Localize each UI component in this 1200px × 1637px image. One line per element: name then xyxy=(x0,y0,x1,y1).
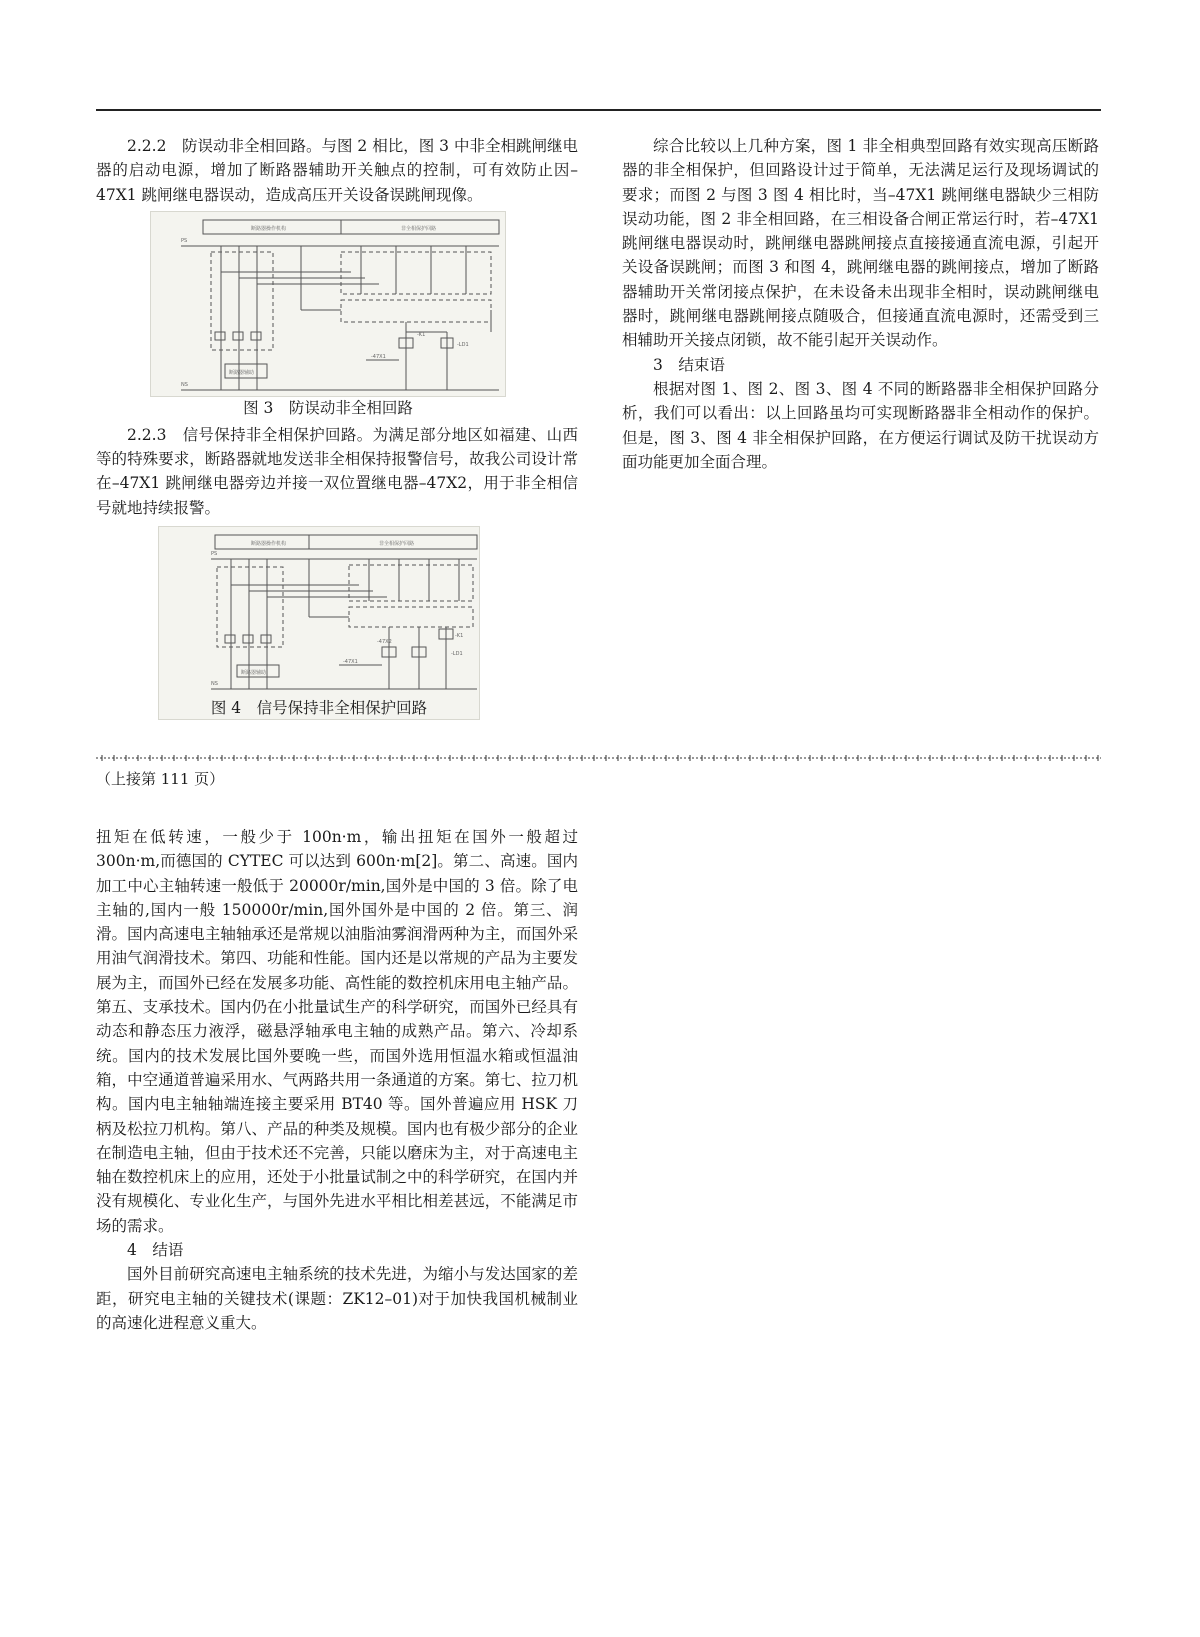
figure-4-relay-2: -47X2 xyxy=(377,639,392,646)
figure-4-box-left-label: 断路器操作机构 xyxy=(251,541,287,548)
figure-3-box-right-label: 非全相保护回路 xyxy=(401,225,437,232)
figure-4-image xyxy=(158,526,480,697)
figure-4-box-right-label: 非全相保护回路 xyxy=(379,541,415,548)
figure-3 xyxy=(150,211,506,419)
section-4-heading: 4 结语 xyxy=(127,1241,184,1260)
continuation-note: （上接第 111 页） xyxy=(96,770,225,788)
figure-4-circuit-diagram xyxy=(159,527,481,697)
figure-4-k1: -K1 xyxy=(455,633,464,640)
dotted-cross-divider xyxy=(96,751,1101,764)
section-3-heading: 3 结束语 xyxy=(653,355,725,374)
figure-4-rail-bottom: NS xyxy=(211,681,218,688)
bottom-column xyxy=(96,825,578,1335)
left-column xyxy=(96,134,578,724)
figure-3-relay: -47X1 xyxy=(371,353,386,360)
figure-4-rail-top: PS xyxy=(211,551,218,558)
header-rule xyxy=(96,109,1101,111)
figure-3-lamp: -LD1 xyxy=(457,341,469,348)
figure-4 xyxy=(158,526,480,720)
spindle-comparison-paragraph: 扭矩在低转速，一般少于 100n·m，输出扭矩在国外一般超过 300n·m,而德国的 CYTEC 可以达到 600n·m[2]。第二、高速。国内加工中心主轴转速一般低于 20000r/min,国外是中国的 3 倍。除了电主轴的,国内一般 150000r/min,国外国外是中国的 2 倍。第三、润滑。国内高速电主轴轴承还是常规以油脂油雾润滑两种为主，而国外采用油气润滑技术。第四、功能和性能。国内还是以常规的产品为主要发展为主，而国外已经在发展多功能、高性能的数控机床用电主轴产品。第五、支承技术。国内仍在小批量试生产的科学研究，而国外已经具有动态和静态压力液浮，磁悬浮轴承电主轴的成熟产品。第六、冷却系统。国内的技术发展比国外要晚一些，而国外选用恒温水箱或恒温油箱，中空通道普遍采用水、气两路共用一条通道的方案。第七、拉刀机构。国内电主轴轴端连接主要采用 BT40 等。国外普遍应用 HSK 刀柄及松拉刀机构。第八、产品的种类及规模。国内也有极少部分的企业在制造电主轴，但由于技术还不完善，只能以磨床为主，对于高速电主轴在数控机床上的应用，还处于小批量试制之中的科学研究，在国内并没有规模化、专业化生产，与国外先进水平相比相差甚远，不能满足市场的需求。 xyxy=(96,828,578,1235)
figure-4-caption: 图 4 信号保持非全相保护回路 xyxy=(158,697,480,720)
figure-3-box-left-label: 断路器操作机构 xyxy=(251,225,287,232)
figure-4-relay-1: -47X1 xyxy=(343,659,358,666)
figure-4-bottom-box: 断路器辅助 xyxy=(241,670,267,677)
conclusion-paragraph: 根据对图 1、图 2、图 3、图 4 不同的断路器非全相保护回路分析，我们可以看出：以上回路虽均可实现断路器非全相动作的保护。但是，图 3、图 4 非全相保护回路，在方便运行调试及防干扰误动方面功能更加全面合理。 xyxy=(622,379,1099,471)
section-divider xyxy=(96,750,1101,764)
figure-3-circuit-diagram xyxy=(151,212,507,396)
section-2-2-2-paragraph: 2.2.2 防误动非全相回路。与图 2 相比，图 3 中非全相跳闸继电器的启动电源，增加了断路器辅助开关触点的控制，可有效防止因–47X1 跳闸继电器误动，造成高压开关设备误跳闸现像。 xyxy=(96,137,578,204)
final-conclusion-paragraph: 国外目前研究高速电主轴系统的技术先进，为缩小与发达国家的差距，研究电主轴的关键技术(课题：ZK12–01)对于加快我国机械制业的高速化进程意义重大。 xyxy=(96,1265,578,1332)
comparison-paragraph: 综合比较以上几种方案，图 1 非全相典型回路有效实现高压断路器的非全相保护，但回路设计过于简单，无法满足运行及现场调试的要求；而图 2 与图 3 图 4 相比时，当–47X1 跳闸继电器缺少三相防误动功能，图 2 非全相回路，在三相设备合闸正常运行时，若–47X1 跳闸继电器误动时，跳闸继电器跳闸接点直接接通直流电源，引起开关设备误跳闸；而图 3 和图 4，跳闸继电器的跳闸接点，增加了断路器辅助开关常闭接点保护，在未设备未出现非全相时，误动跳闸继电器时，跳闸继电器跳闸接点随吸合，但接通直流电源时，还需受到三相辅助开关接点闭锁，故不能引起开关误动作。 xyxy=(622,137,1099,350)
figure-3-image xyxy=(150,211,506,397)
figure-4-lamp: -LD1 xyxy=(451,651,463,658)
figure-3-caption: 图 3 防误动非全相回路 xyxy=(243,398,413,417)
figure-3-rail-top: PS xyxy=(181,237,188,244)
figure-3-rail-bottom: NS xyxy=(181,381,188,388)
section-2-2-3-paragraph: 2.2.3 信号保持非全相保护回路。为满足部分地区如福建、山西等的特殊要求，断路器就地发送非全相保持报警信号，故我公司设计常在–47X1 跳闸继电器旁边并接一双位置继电器–47X2，用于非全相信号就地持续报警。 xyxy=(96,425,578,517)
right-column xyxy=(622,134,1099,474)
figure-3-k1: -K1 xyxy=(417,331,426,338)
figure-3-bottom-box: 断路器辅助 xyxy=(229,369,255,376)
